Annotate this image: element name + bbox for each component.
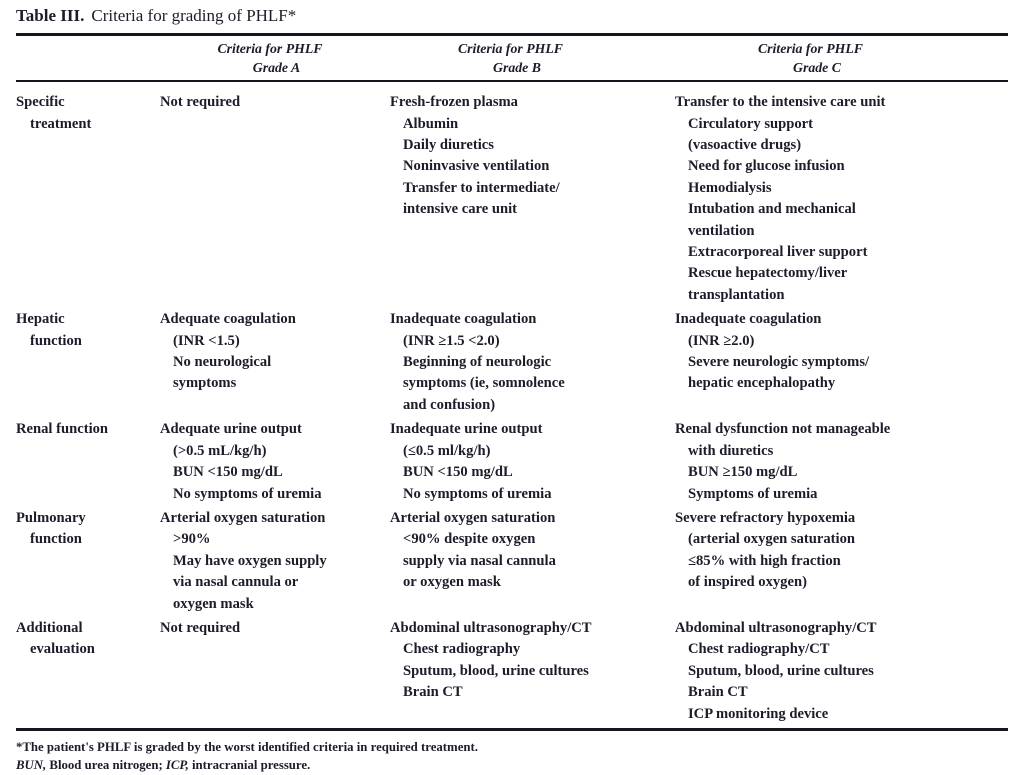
cell-line: Criteria for PHLF [757,40,863,56]
cell-line: (INR <1.5) [173,332,240,349]
cell-grade-b [390,419,675,505]
table-caption: Criteria for grading of PHLF* [91,6,297,25]
cell-line: Circulatory support [688,115,813,132]
cell-line: Extracorporeal liver support [688,244,868,261]
cell-line: intensive care unit [403,201,518,218]
cell-line: (>0.5 mL/kg/h) [173,442,267,459]
cell-line: Not required [160,619,241,636]
cell-line: (arterial oxygen saturation [688,531,855,548]
abbr-icp-definition: intracranial pressure. [188,758,311,773]
cell-line: Grade A [252,59,301,75]
cell-line: BUN <150 mg/dL [173,464,283,481]
cell-line: Rescue hepatectomy/liver [688,265,848,282]
cell-line: Chest radiography [403,641,521,658]
table-title [16,5,1008,27]
cell-line: supply via nasal cannula [403,552,556,569]
cell-line: No symptoms of uremia [403,485,552,502]
cell-grade-c [675,92,1008,306]
cell-line: Additional [16,619,83,636]
cell-line: Abdominal ultrasonography/CT [675,619,877,636]
cell-line: No neurological [173,354,272,371]
abbr-bun: BUN, [16,758,47,773]
row-label [16,618,160,725]
cell-grade-b [390,309,675,416]
cell-grade-a [160,309,390,416]
cell-line: Symptoms of uremia [688,485,818,502]
cell-grade-b [390,618,675,725]
cell-grade-a [160,618,390,725]
cell-line: Inadequate coagulation [390,311,537,328]
cell-line: Arterial oxygen saturation [390,509,556,526]
cell-line: Daily diuretics [403,137,494,153]
cell-grade-b [390,508,675,615]
cell-line: Hemodialysis [688,179,772,196]
column-header-grade-b [390,39,675,77]
cell-line: BUN <150 mg/dL [403,464,513,481]
cell-line: Arterial oxygen saturation [160,509,326,526]
table-row-specific-treatment [16,92,1008,306]
table-row-pulmonary-function [16,508,1008,615]
footnote-grading: *The patient's PHLF is graded by the worst identified criteria in required treatment. [16,739,478,754]
cell-grade-b [390,92,675,306]
cell-line: Brain CT [688,684,748,701]
cell-grade-a [160,419,390,505]
cell-line: Renal function [16,421,109,438]
cell-line: Intubation and mechanical [688,201,856,218]
cell-line: Inadequate urine output [390,421,543,438]
cell-line: function [30,531,82,548]
cell-line: >90% [173,531,211,548]
cell-line: with diuretics [688,442,774,459]
cell-line: or oxygen mask [403,574,501,591]
cell-line: No symptoms of uremia [173,485,322,502]
cell-line: transplantation [688,286,785,303]
cell-line: Sputum, blood, urine cultures [688,662,874,679]
cell-line: Adequate urine output [160,421,302,438]
cell-line: (≤0.5 ml/kg/h) [403,442,491,459]
cell-grade-c [675,618,1008,725]
cell-line: evaluation [30,641,95,658]
cell-line: (INR ≥2.0) [688,332,755,349]
table-row-renal-function [16,419,1008,505]
cell-line: ≤85% with high fraction [688,552,841,569]
cell-line: Grade B [493,59,541,75]
cell-line: (vasoactive drugs) [688,137,802,153]
cell-line: Criteria for PHLF [217,40,323,56]
table-header [16,36,1008,80]
cell-line: Severe neurologic symptoms/ [688,354,870,371]
row-label [16,508,160,615]
cell-grade-c [675,419,1008,505]
cell-line: Adequate coagulation [160,311,296,328]
cell-line: ventilation [688,222,755,239]
cell-grade-a [160,508,390,615]
cell-line: <90% despite oxygen [403,531,536,548]
cell-line: of inspired oxygen) [688,574,807,591]
cell-line: Albumin [403,115,459,132]
cell-grade-a [160,92,390,306]
cell-line: Specific [16,94,65,111]
column-header-grade-c [675,39,1008,77]
cell-line: function [30,332,82,349]
cell-line: Need for glucose infusion [688,158,845,175]
cell-line: Renal dysfunction not manageable [675,421,891,438]
cell-line: Pulmonary [16,509,86,526]
cell-line: Criteria for PHLF [457,40,563,56]
cell-grade-c [675,309,1008,416]
cell-line: Hepatic [16,311,65,328]
footnote-abbreviations [16,756,1008,775]
cell-line: Noninvasive ventilation [403,158,550,175]
cell-grade-c [675,508,1008,615]
cell-line: Inadequate coagulation [675,311,822,328]
cell-line: symptoms (ie, somnolence [403,375,565,392]
cell-line: Severe refractory hypoxemia [675,509,856,526]
table-body [16,82,1008,725]
row-label [16,419,160,505]
table-row-additional-evaluation [16,618,1008,725]
table-footnotes [16,738,1008,775]
header-spacer [16,39,160,77]
cell-line: Brain CT [403,684,463,701]
cell-line: Chest radiography/CT [688,641,830,658]
abbr-icp: ICP, [165,758,189,773]
cell-line: Abdominal ultrasonography/CT [390,619,592,636]
rule-bottom [16,728,1008,731]
table-number: Table III. [16,6,85,25]
cell-line: Beginning of neurologic [403,354,552,371]
cell-line: Sputum, blood, urine cultures [403,662,589,679]
column-header-grade-a [160,39,390,77]
cell-line: via nasal cannula or [173,574,299,591]
cell-line: Transfer to intermediate/ [403,179,560,196]
cell-line: oxygen mask [173,595,254,612]
cell-line: ICP monitoring device [688,705,829,722]
cell-line: treatment [30,115,92,132]
cell-line: symptoms [173,375,237,392]
cell-line: Fresh-frozen plasma [390,94,518,111]
cell-line: hepatic encephalopathy [688,375,836,392]
row-label [16,92,160,306]
row-label [16,309,160,416]
cell-line: and confusion) [403,396,496,413]
cell-line: Not required [160,94,241,111]
cell-line: Transfer to the intensive care unit [675,94,886,111]
cell-line: BUN ≥150 mg/dL [688,464,798,481]
cell-line: May have oxygen supply [173,552,327,569]
table-row-hepatic-function [16,309,1008,416]
cell-line: (INR ≥1.5 <2.0) [403,332,500,349]
cell-line: Grade C [793,59,841,75]
abbr-bun-definition: Blood urea nitrogen; [46,758,166,773]
